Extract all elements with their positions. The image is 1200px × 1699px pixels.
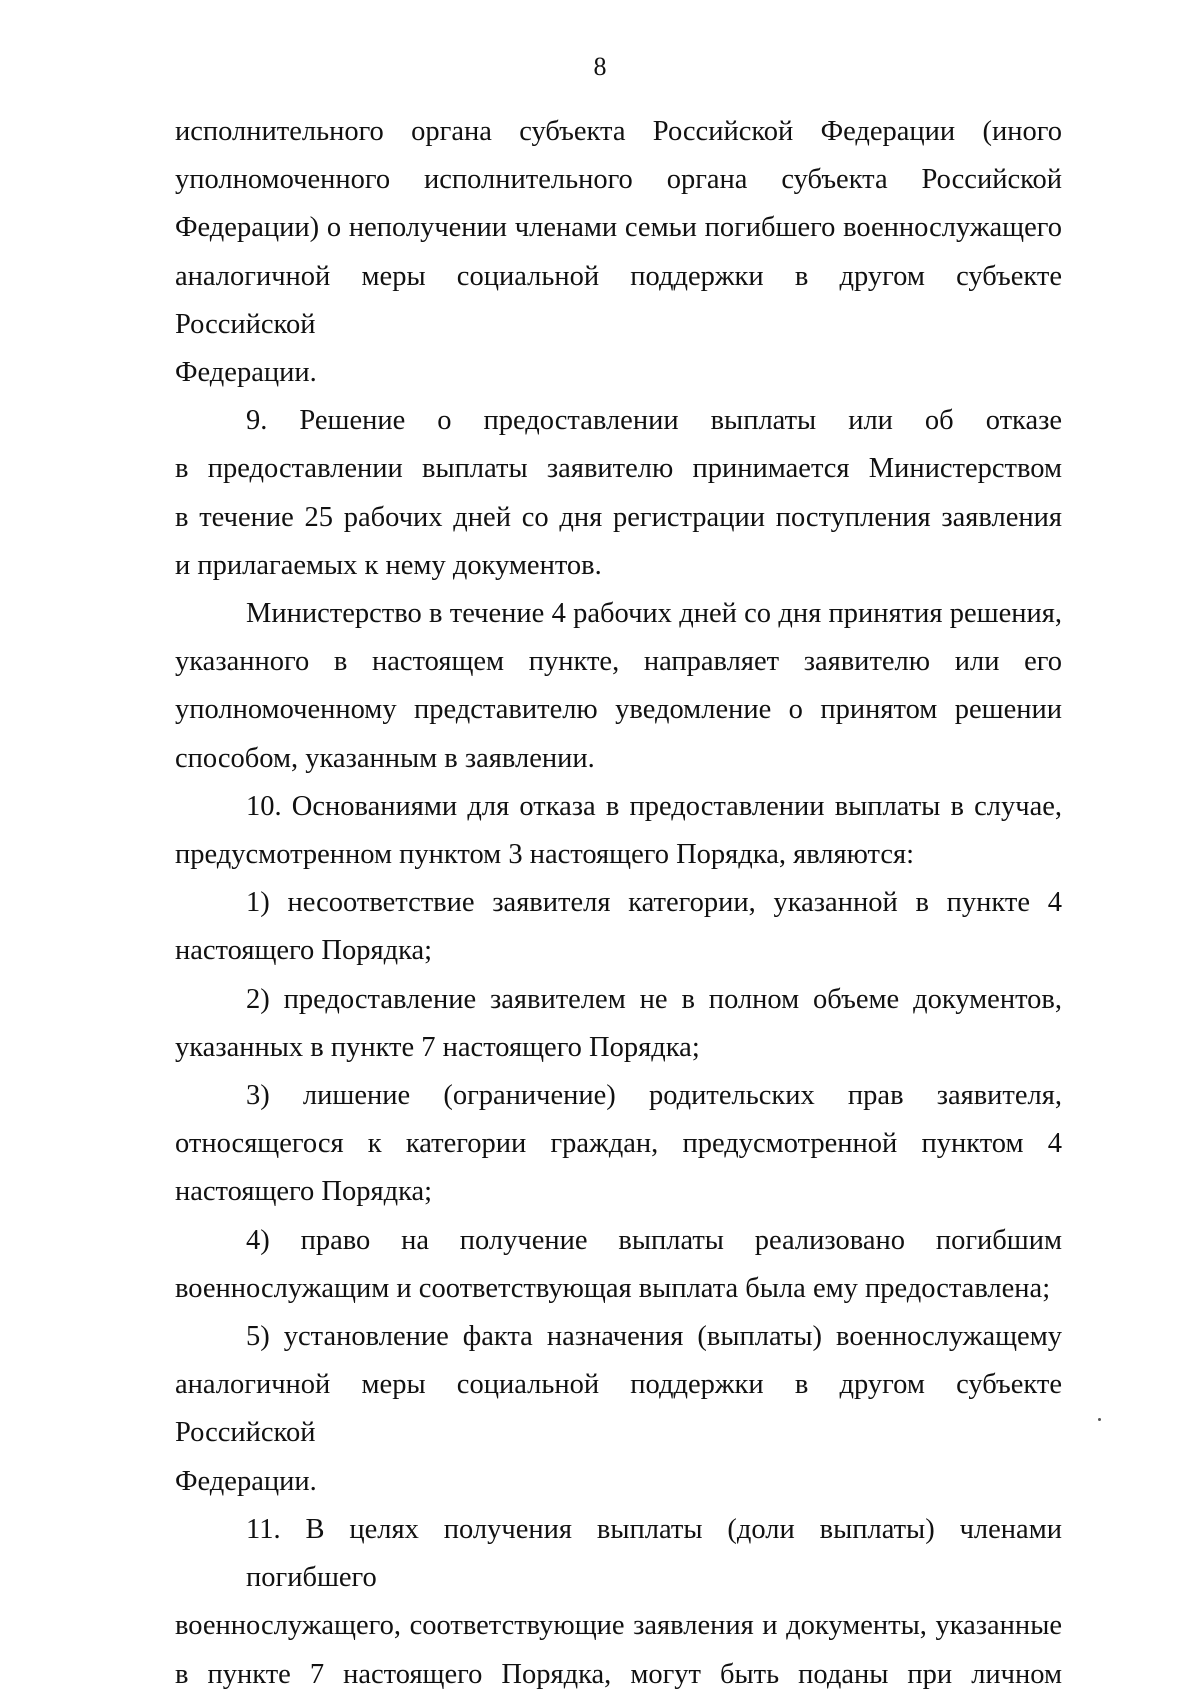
text-line: военнослужащего, соответствующие заявления и документы, указанные — [175, 1610, 1062, 1642]
text-line: Федерации. — [175, 1465, 317, 1497]
text-line: Федерации) о неполучении членами семьи погибшего военнослужащего — [175, 212, 1062, 244]
list-item-3 — [175, 1072, 1062, 1217]
text-line: в пункте 7 настоящего Порядка, могут быть поданы при личном — [175, 1658, 1062, 1690]
page-number: 8 — [593, 52, 607, 81]
text-line: указанных в пункте 7 настоящего Порядка; — [175, 1031, 700, 1063]
text-line: настоящего Порядка; — [175, 935, 433, 967]
text-line: в предоставлении выплаты заявителю принимается Министерством — [175, 453, 1062, 485]
paragraph-item-9 — [175, 397, 1062, 590]
paragraph — [175, 590, 1062, 783]
text-line: Министерство в течение 4 рабочих дней со дня принятия решения, — [246, 598, 1062, 630]
text-line: относящегося к категории граждан, предусмотренной пунктом 4 — [175, 1128, 1062, 1160]
text-line: исполнительного органа субъекта Российской Федерации (иного — [175, 116, 1062, 147]
text-line: предусмотренном пунктом 3 настоящего Порядка, являются: — [175, 839, 915, 871]
text-line: 11. В целях получения выплаты (доли выплаты) членами погибшего — [246, 1513, 1062, 1594]
document-body — [175, 108, 1062, 1699]
text-line: аналогичной меры социальной поддержки в другом субъекте Российской — [175, 260, 1062, 340]
text-line: уполномоченного исполнительного органа субъекта Российской — [175, 164, 1062, 196]
text-line: уполномоченному представителю уведомление о принятом решении — [175, 694, 1062, 726]
text-line: указанного в настоящем пункте, направляет заявителю или его — [175, 646, 1062, 678]
paragraph — [175, 108, 1062, 397]
text-line: 1) несоответствие заявителя категории, указанной в пункте 4 — [246, 887, 1062, 919]
text-line: 9. Решение о предоставлении выплаты или об отказе — [246, 405, 1062, 437]
list-item-5 — [175, 1313, 1062, 1506]
text-line: и прилагаемых к нему документов. — [175, 549, 602, 581]
text-line: военнослужащим и соответствующая выплата была ему предоставлена; — [175, 1272, 1051, 1304]
paragraph-item-11 — [175, 1506, 1062, 1699]
text-line: 3) лишение (ограничение) родительских прав заявителя, — [246, 1080, 1062, 1112]
scan-speck — [1098, 1418, 1101, 1421]
text-line: 10. Основаниями для отказа в предоставлении выплаты в случае, — [246, 790, 1062, 822]
list-item-2 — [175, 976, 1062, 1072]
text-line: в течение 25 рабочих дней со дня регистрации поступления заявления — [175, 501, 1062, 533]
paragraph-item-10 — [175, 783, 1062, 879]
text-line: настоящего Порядка; — [175, 1176, 433, 1208]
text-line: 5) установление факта назначения (выплаты) военнослужащему — [246, 1321, 1062, 1353]
list-item-4 — [175, 1217, 1062, 1313]
list-item-1 — [175, 879, 1062, 975]
text-line: способом, указанным в заявлении. — [175, 742, 595, 774]
text-line: Федерации. — [175, 357, 317, 389]
text-line: 4) право на получение выплаты реализовано погибшим — [246, 1224, 1062, 1256]
text-line: аналогичной меры социальной поддержки в другом субъекте Российской — [175, 1369, 1062, 1449]
text-line: 2) предоставление заявителем не в полном объеме документов, — [246, 983, 1062, 1015]
